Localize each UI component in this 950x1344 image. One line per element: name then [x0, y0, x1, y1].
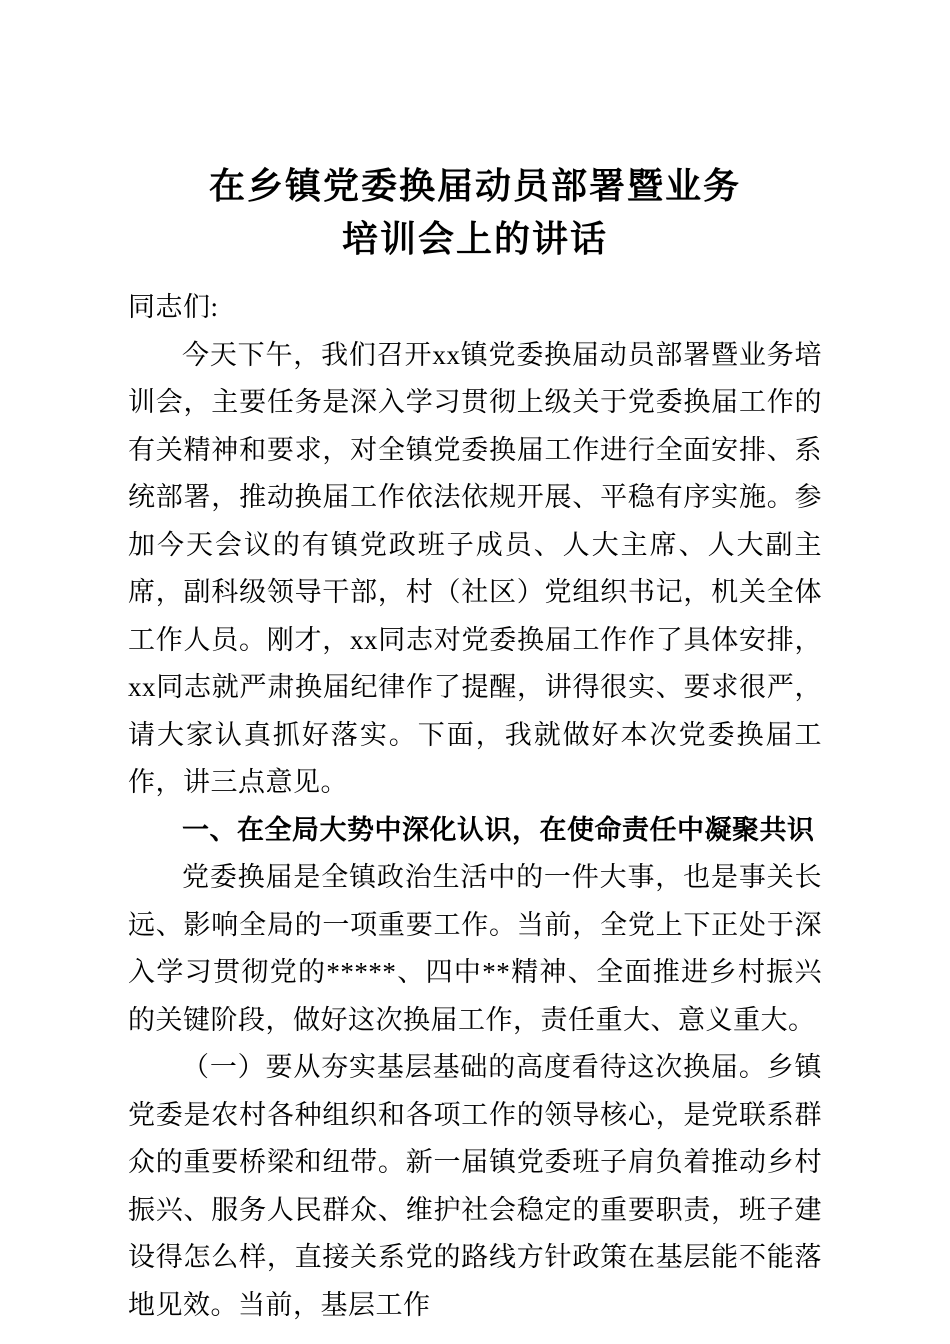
paragraph: 今天下午，我们召开xx镇党委换届动员部署暨业务培训会，主要任务是深入学习贯彻上级关于党委换届工作的有关精神和要求，对全镇党委换届工作进行全面安排、系统部署，推动换届工作依法依规开展、平稳有序实施。参加今天会议的有镇党政班子成员、人大主席、人大副主席，副科级领导干部，村（社区）党组织书记，机关全体工作人员。刚才，xx同志对党委换届工作作了具体安排，xx同志就严肃换届纪律作了提醒，讲得很实、要求很严，请大家认真抓好落实。下面，我就做好本次党委换届工作，讲三点意见。: [128, 339, 822, 797]
title-line-2: 培训会上的讲话: [341, 219, 608, 259]
paragraph: 党委换届是全镇政治生活中的一件大事，也是事关长远、影响全局的一项重要工作。当前，全党上下正处于深入学习贯彻党的*****、四中**精神、全面推进乡村振兴的关键阶段，做好这次换届工作，责任重大、意义重大。: [128, 862, 822, 1035]
title-line-1: 在乡镇党委换届动员部署暨业务: [208, 166, 741, 206]
document-body: [128, 284, 822, 1329]
paragraph: （一）要从夯实基层基础的高度看待这次换届。乡镇党委是农村各种组织和各项工作的领导核心，是党联系群众的重要桥梁和纽带。新一届镇党委班子肩负着推动乡村振兴、服务人民群众、维护社会稳定的重要职责，班子建设得怎么样，直接关系党的路线方针政策在基层能不能落地见效。当前，基层工作: [128, 1052, 822, 1320]
section-heading: 一、在全局大势中深化认识，在使命责任中凝聚共识: [182, 814, 815, 845]
document-title: [128, 160, 822, 266]
paragraph: 同志们:: [128, 292, 219, 322]
